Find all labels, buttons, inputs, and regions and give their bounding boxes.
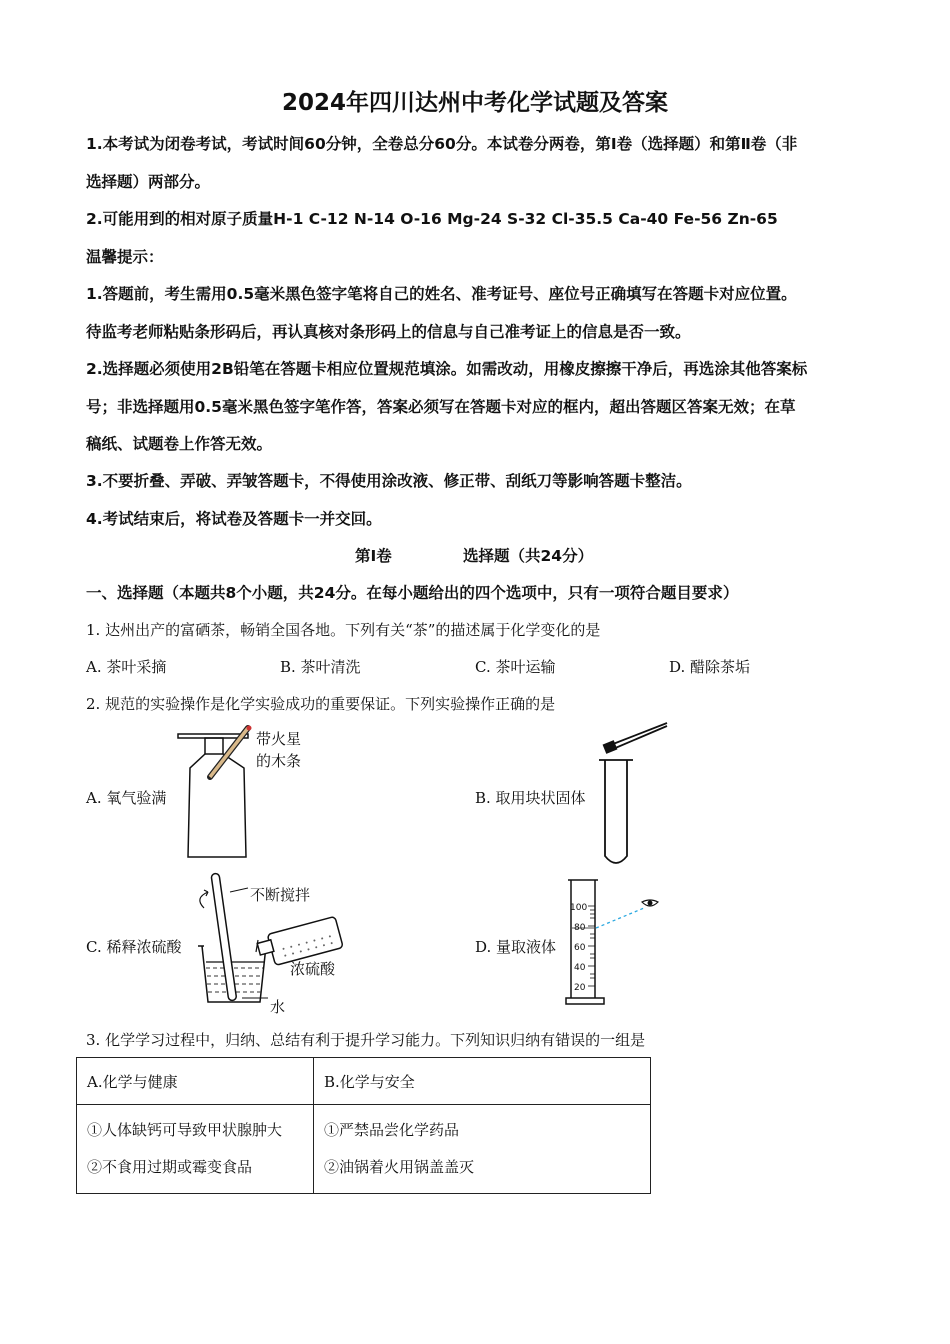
note-1-line-1: 1.本考试为闭卷考试，考试时间60分钟，全卷总分60分。本试卷分两卷，第Ⅰ卷（选择题）和第Ⅱ卷（非 — [86, 135, 798, 153]
acid-label: 浓硫酸 — [290, 960, 336, 978]
cylinder-tick-40: 40 — [574, 963, 586, 973]
tip-2-line-2: 号；非选择题用0.5毫米黑色签字笔作答，答案必须写在答题卡对应的框内，超出答题区答案无效；在草 — [86, 398, 796, 416]
q1-option-c: C. 茶叶运输 — [475, 658, 556, 676]
splint-label-line-2: 的木条 — [256, 752, 302, 770]
table-b-item-1: ①严禁品尝化学药品 — [324, 1121, 460, 1139]
table-header-a: A.化学与健康 — [77, 1058, 314, 1105]
q1-option-d: D. 醋除茶垢 — [669, 658, 751, 676]
cylinder-tick-100: 100 — [570, 903, 588, 913]
note-2: 2.可能用到的相对原子质量H-1 C-12 N-14 O-16 Mg-24 S-32 Cl-35.5 Ca-40 Fe-56 Zn-65 — [86, 210, 778, 228]
knowledge-table — [76, 1057, 651, 1194]
q1-option-a: A. 茶叶采摘 — [86, 658, 167, 676]
q2-option-b: B. 取用块状固体 — [475, 789, 586, 807]
dilute-acid-figure — [190, 868, 370, 1018]
table-a-item-1: ①人体缺钙可导致甲状腺肿大 — [87, 1121, 283, 1139]
volume-title: 第Ⅰ卷 — [355, 547, 392, 565]
q1-option-b: B. 茶叶清洗 — [280, 658, 361, 676]
part-heading: 一、选择题（本题共8个小题，共24分。在每小题给出的四个选项中，只有一项符合题目要求） — [86, 584, 739, 602]
stir-label: 不断搅拌 — [250, 886, 311, 904]
q2-option-a: A. 氧气验满 — [86, 789, 167, 807]
page-title: 2024年四川达州中考化学试题及答案 — [281, 90, 668, 116]
table-a-item-2: ②不食用过期或霉变食品 — [87, 1158, 253, 1176]
q2-option-d: D. 量取液体 — [475, 938, 557, 956]
table-header-b: B.化学与安全 — [314, 1058, 651, 1105]
cylinder-tick-20: 20 — [574, 983, 586, 993]
solid-reagent-figure — [575, 718, 680, 868]
tip-2-line-1: 2.选择题必须使用2B铅笔在答题卡相应位置规范填涂。如需改动，用橡皮擦擦干净后，再选涂其他答案标 — [86, 360, 808, 378]
q1-stem: 1. 达州出产的富硒茶，畅销全国各地。下列有关“茶”的描述属于化学变化的是 — [86, 621, 601, 639]
graduated-cylinder-figure — [562, 872, 682, 1010]
oxygen-test-figure — [170, 722, 320, 864]
q3-stem: 3. 化学学习过程中，归纳、总结有利于提升学习能力。下列知识归纳有错误的一组是 — [86, 1031, 646, 1049]
tip-3: 3.不要折叠、弄破、弄皱答题卡，不得使用涂改液、修正带、刮纸刀等影响答题卡整洁。 — [86, 472, 692, 490]
tip-1-line-2: 待监考老师粘贴条形码后，再认真核对条形码上的信息与自己准考证上的信息是否一致。 — [86, 323, 691, 341]
water-label: 水 — [270, 998, 286, 1016]
note-1-line-2: 选择题）两部分。 — [86, 173, 211, 191]
q2-option-c: C. 稀释浓硫酸 — [86, 938, 182, 956]
cylinder-tick-60: 60 — [574, 943, 586, 953]
volume-description: 选择题（共24分） — [463, 547, 594, 565]
tips-heading: 温馨提示： — [86, 248, 164, 266]
tip-4: 4.考试结束后，将试卷及答题卡一并交回。 — [86, 510, 382, 528]
table-cell-a — [77, 1105, 314, 1194]
table-b-item-2: ②油锅着火用锅盖盖灭 — [324, 1158, 475, 1176]
table-cell-b — [314, 1105, 651, 1194]
q2-stem: 2. 规范的实验操作是化学实验成功的重要保证。下列实验操作正确的是 — [86, 695, 556, 713]
splint-label-line-1: 带火星 — [256, 730, 302, 748]
cylinder-tick-80: 80 — [574, 923, 586, 933]
tip-2-line-3: 稿纸、试题卷上作答无效。 — [86, 435, 273, 453]
tip-1-line-1: 1.答题前，考生需用0.5毫米黑色签字笔将自己的姓名、准考证号、座位号正确填写在答题卡对应位置。 — [86, 285, 797, 303]
